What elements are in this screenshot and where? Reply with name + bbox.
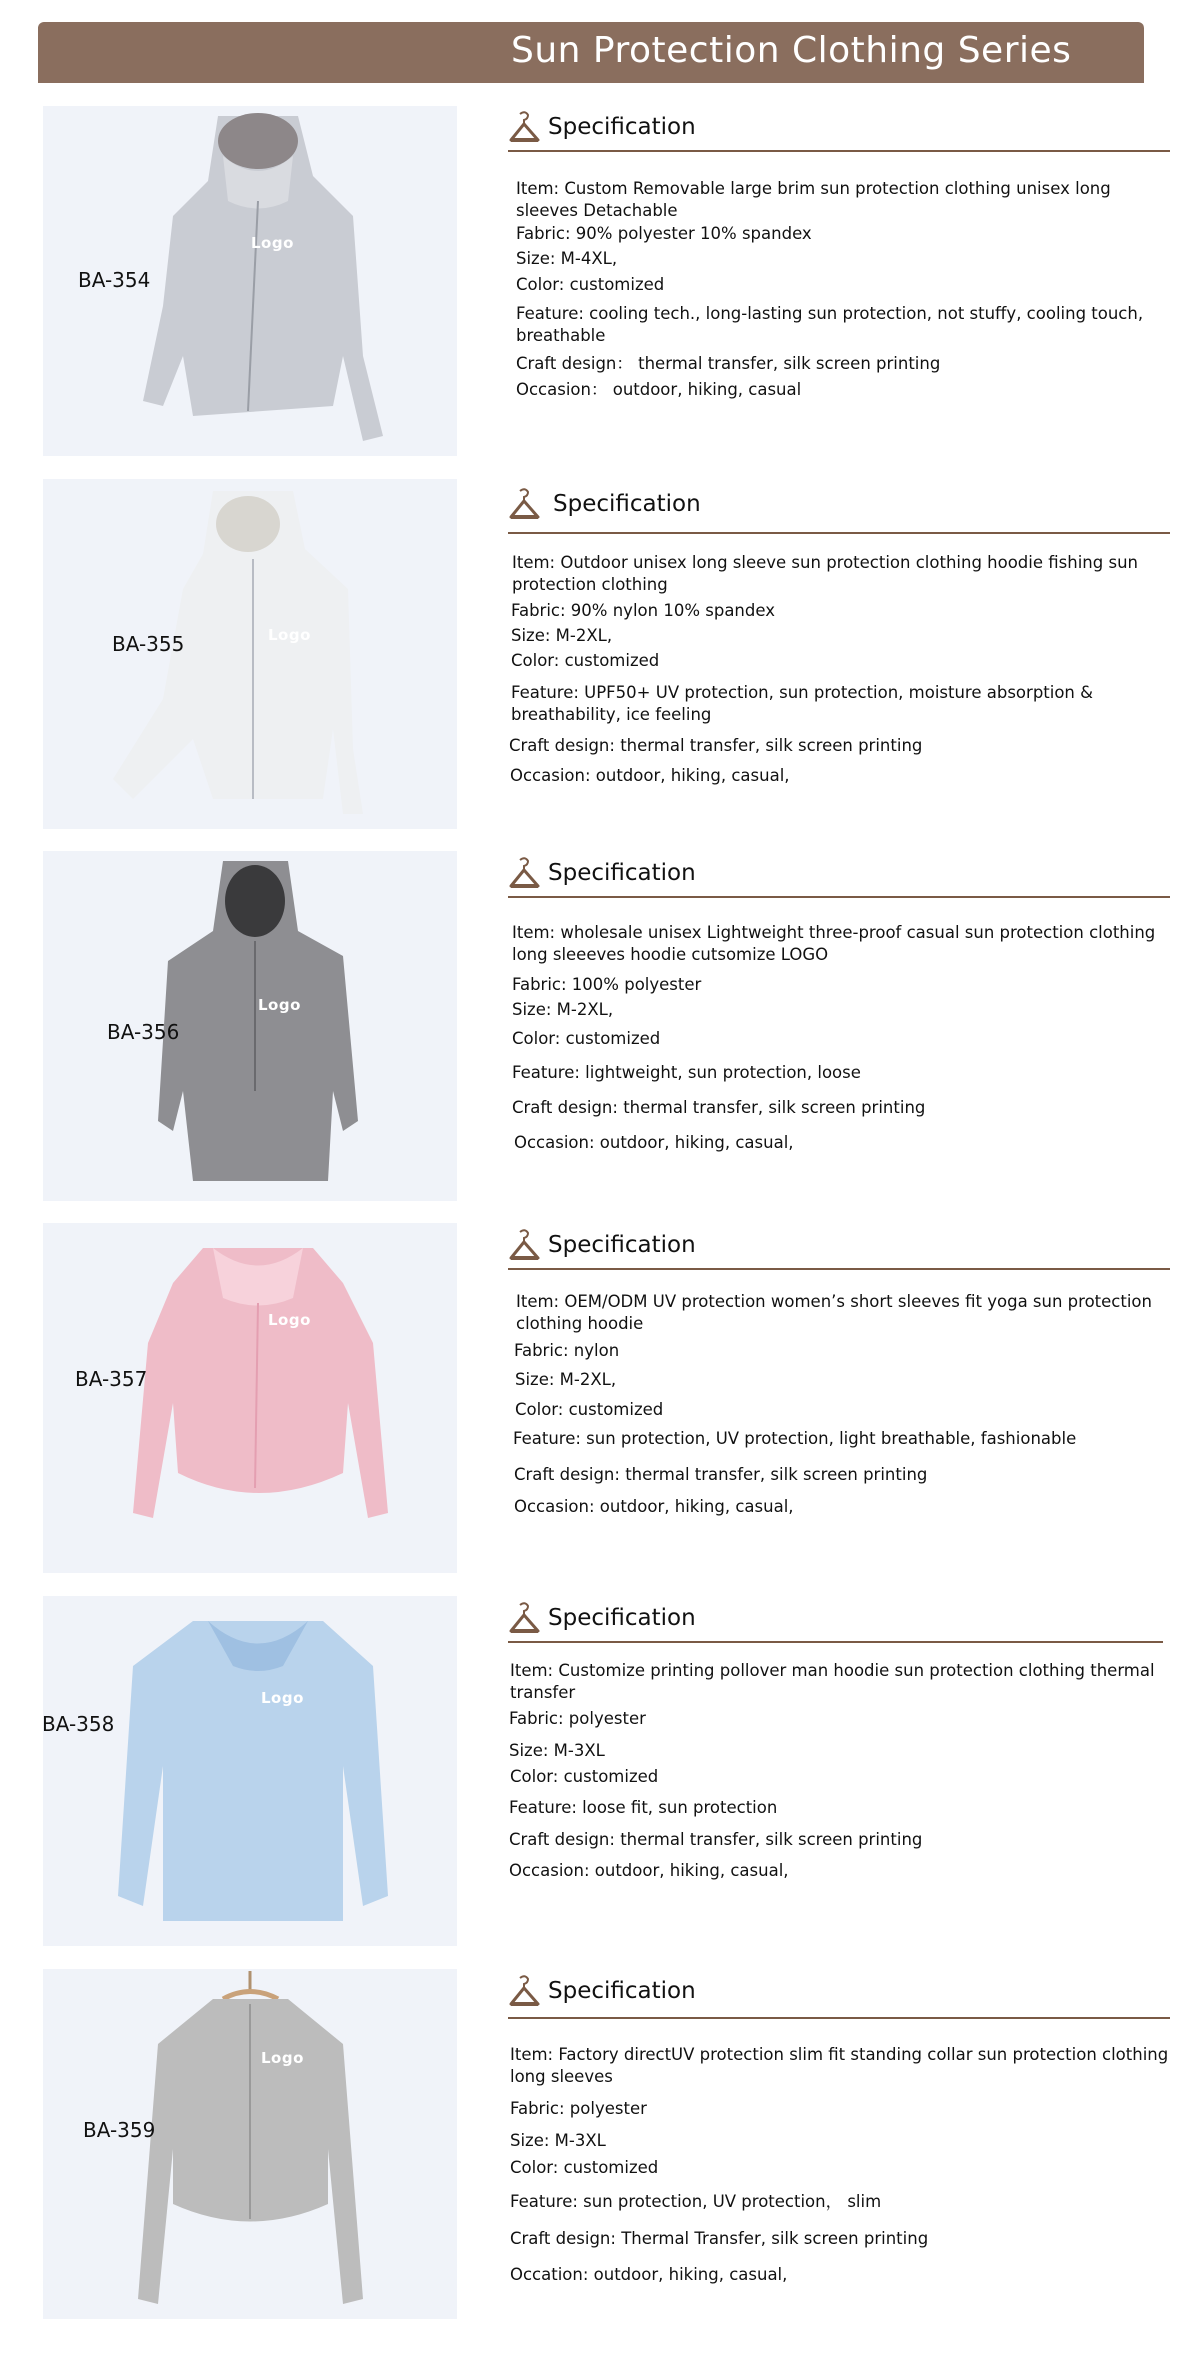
spec-craft: Craft design: thermal transfer, silk screen printing (514, 1465, 928, 1484)
spec-item: Item: wholesale unisex Lightweight three-proof casual sun protection clothing long sleeeves hoodie cutsomize LOGO (512, 923, 1156, 964)
spec-craft: Craft design: Thermal Transfer, silk screen printing (510, 2229, 929, 2248)
spec-item: Item: Factory directUV protection slim fit standing collar sun protection clothing long sleeves (510, 2045, 1169, 2086)
spec-fabric: Fabric: polyester (509, 1709, 646, 1728)
spec-feature: Feature: loose fit, sun protection (509, 1798, 778, 1817)
product-photo (43, 851, 457, 1201)
divider (508, 1641, 1163, 1643)
spec-fabric: Fabric: 90% polyester 10% spandex (516, 224, 812, 243)
logo-mark: Logo (251, 234, 294, 252)
product-code: BA-354 (78, 268, 151, 292)
spec-craft: Craft design: thermal transfer, silk screen printing (509, 1830, 923, 1849)
spec-title: Specification (548, 114, 696, 140)
product-ba-355 (0, 479, 1182, 829)
hanger-icon (508, 487, 542, 521)
hanger-icon (508, 110, 542, 144)
hooded-jacket-icon (43, 851, 457, 1201)
product-ba-354 (0, 106, 1182, 456)
product-code: BA-357 (75, 1367, 148, 1391)
hanger-icon (508, 1228, 542, 1262)
product-photo (43, 1223, 457, 1573)
divider (508, 2017, 1170, 2019)
hanger-icon (508, 1974, 542, 2008)
product-photo (43, 1596, 457, 1946)
spec-feature: Feature: cooling tech., long-lasting sun protection, not stuffy, cooling touch, breathable (516, 304, 1144, 345)
spec-feature: Feature: lightweight, sun protection, loose (512, 1063, 861, 1082)
spec-size: Size: M-3XL (510, 2131, 606, 2150)
spec-size: Size: M-2XL, (512, 1000, 614, 1019)
spec-fabric: Fabric: 90% nylon 10% spandex (511, 601, 775, 620)
spec-craft: Craft design: thermal transfer, silk screen printing (512, 1098, 926, 1117)
series-banner (38, 22, 1144, 83)
spec-size: Size: M-2XL, (515, 1370, 617, 1389)
logo-mark: Logo (261, 1689, 304, 1707)
spec-fabric: Fabric: polyester (510, 2099, 647, 2118)
spec-craft: Craft design: thermal transfer, silk screen printing (509, 736, 923, 755)
spec-occasion: Occasion: outdoor, hiking, casual, (510, 766, 790, 785)
divider (508, 1268, 1170, 1270)
spec-color: Color: customized (512, 1029, 661, 1048)
spec-occasion: Occation: outdoor, hiking, casual, (510, 2265, 788, 2284)
product-photo (43, 1969, 457, 2319)
spec-item: Item: Customize printing pollover man hoodie sun protection clothing thermal transfer (510, 1661, 1155, 1702)
spec-item: Item: Custom Removable large brim sun protection clothing unisex long sleeves Detachable (516, 179, 1111, 220)
logo-mark: Logo (261, 2049, 304, 2067)
logo-mark: Logo (268, 626, 311, 644)
spec-fabric: Fabric: nylon (514, 1341, 620, 1360)
product-code: BA-358 (42, 1712, 115, 1736)
divider (508, 532, 1170, 534)
product-ba-359 (0, 1969, 1182, 2319)
spec-title: Specification (553, 491, 701, 517)
divider (508, 896, 1170, 898)
spec-size: Size: M-4XL, (516, 249, 618, 268)
product-ba-356 (0, 851, 1182, 1201)
spec-occasion: Occasion: outdoor, hiking, casual, (509, 1861, 789, 1880)
banner-title: Sun Protection Clothing Series (511, 30, 1072, 71)
logo-mark: Logo (268, 1311, 311, 1329)
spec-color: Color: customized (511, 651, 660, 670)
spec-color: Color: customized (510, 2158, 659, 2177)
spec-feature: Feature: UPF50+ UV protection, sun protection, moisture absorption & breathability, ice feeling (511, 683, 1094, 724)
spec-occasion: Occasion: outdoor, hiking, casual, (514, 1133, 794, 1152)
product-code: BA-355 (112, 632, 185, 656)
spec-title: Specification (548, 1605, 696, 1631)
spec-size: Size: M-2XL, (511, 626, 613, 645)
spec-occasion: Occasion： outdoor, hiking, casual (516, 380, 802, 399)
spec-fabric: Fabric: 100% polyester (512, 975, 702, 994)
product-ba-358 (0, 1596, 1182, 1946)
product-code: BA-359 (83, 2118, 156, 2142)
spec-size: Size: M-3XL (509, 1741, 605, 1760)
spec-color: Color: customized (516, 275, 665, 294)
spec-color: Color: customized (510, 1767, 659, 1786)
product-photo (43, 479, 457, 829)
hanger-icon (508, 1601, 542, 1635)
spec-item: Item: Outdoor unisex long sleeve sun protection clothing hoodie fishing sun protection clothing (512, 553, 1138, 594)
track-jacket-icon (43, 1969, 457, 2319)
spec-feature: Feature: sun protection, UV protection， slim (510, 2192, 882, 2211)
hooded-jacket-icon (43, 479, 457, 829)
product-code: BA-356 (107, 1020, 180, 1044)
spec-color: Color: customized (515, 1400, 664, 1419)
logo-mark: Logo (258, 996, 301, 1014)
spec-craft: Craft design： thermal transfer, silk screen printing (516, 354, 941, 373)
divider (508, 150, 1170, 152)
product-ba-357 (0, 1223, 1182, 1573)
spec-occasion: Occasion: outdoor, hiking, casual, (514, 1497, 794, 1516)
hooded-jacket-icon (43, 1223, 457, 1573)
spec-title: Specification (548, 1232, 696, 1258)
spec-item: Item: OEM/ODM UV protection women’s short sleeves fit yoga sun protection clothing hoodie (516, 1292, 1152, 1333)
spec-feature: Feature: sun protection, UV protection, light breathable, fashionable (513, 1429, 1077, 1448)
hanger-icon (508, 856, 542, 890)
spec-title: Specification (548, 1978, 696, 2004)
spec-title: Specification (548, 860, 696, 886)
hoodie-icon (43, 1596, 457, 1946)
